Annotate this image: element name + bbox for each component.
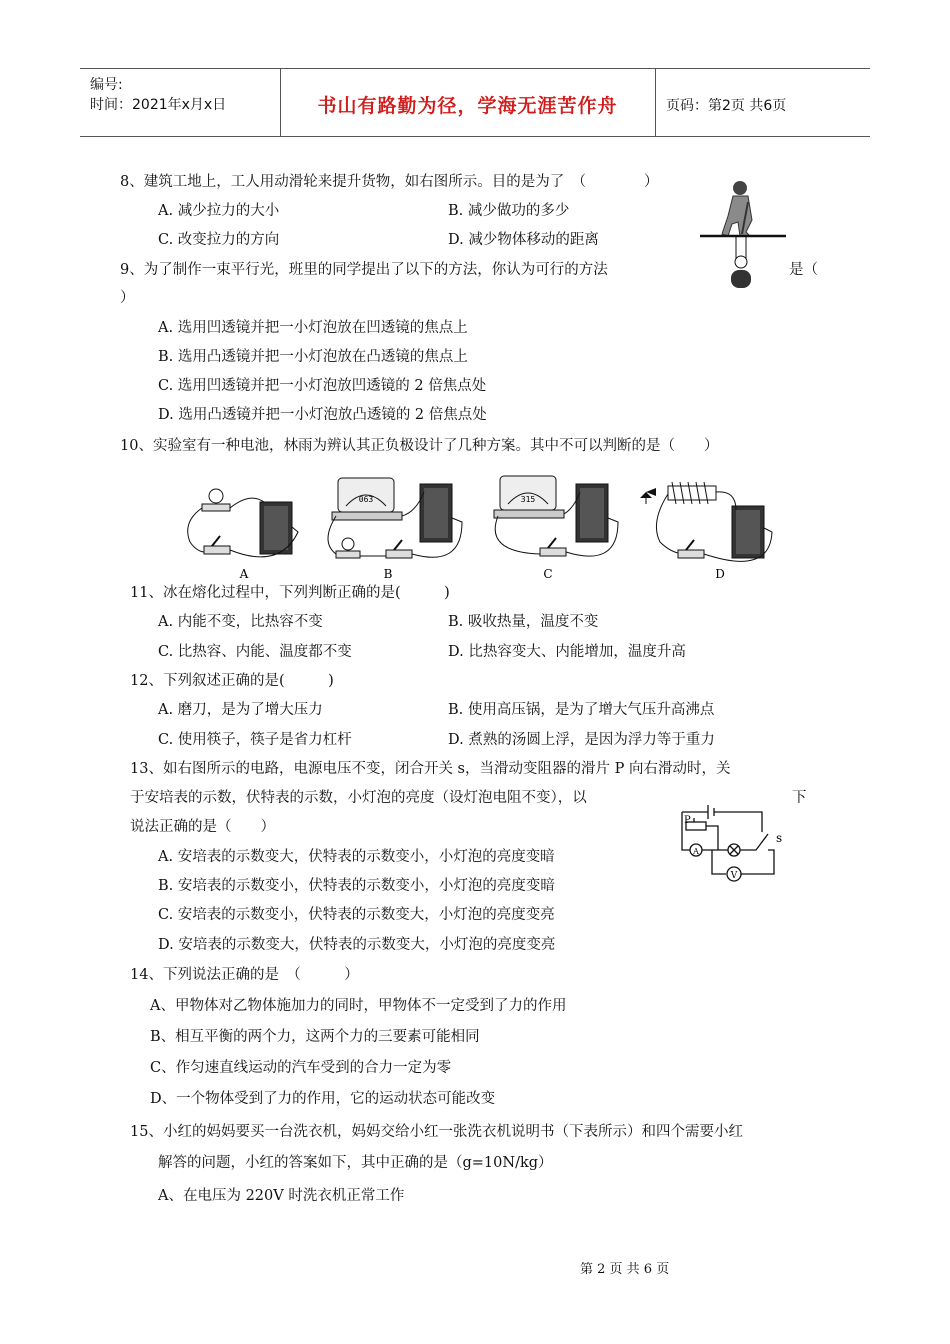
q13-line1: 13、如右图所示的电路，电源电压不变，闭合开关 s，当滑动变阻器的滑片 P 向右滑动时，关 — [130, 761, 731, 777]
q12-option-d: D. 煮熟的汤圆上浮，是因为浮力等于重力 — [448, 732, 715, 748]
page-header — [80, 68, 870, 137]
q12-option-c: C. 使用筷子，筷子是省力杠杆 — [158, 732, 352, 748]
voltmeter-label: V — [730, 871, 738, 881]
q13-option-c: C. 安培表的示数变小，伏特表的示数变大，小灯泡的亮度变亮 — [158, 907, 555, 923]
q9-stem-end: 是（ — [789, 262, 818, 278]
q9-stem-cont: ） — [120, 290, 135, 306]
circuit-a-label: A — [239, 567, 249, 581]
q12-stem: 12、下列叙述正确的是( ) — [130, 673, 334, 689]
q14-option-c: C、作匀速直线运动的汽车受到的合力一定为零 — [150, 1060, 452, 1076]
page-footer: 第 2 页 共 6 页 — [580, 1262, 670, 1277]
circuit-b — [328, 478, 462, 558]
q11-stem: 11、冰在熔化过程中，下列判断正确的是( ) — [130, 585, 450, 601]
q13-line2-end: 下 — [792, 790, 807, 806]
meter-c-scale: 315 — [520, 495, 536, 504]
q12-option-a: A. 磨刀，是为了增大压力 — [158, 702, 323, 718]
motto: 书山有路勤为径，学海无涯苦作舟 — [317, 95, 618, 117]
q11-option-c: C. 比热容、内能、温度都不变 — [158, 644, 352, 660]
meter-b-scale: 063 — [358, 495, 374, 504]
q11-option-d: D. 比热容变大、内能增加，温度升高 — [448, 644, 686, 660]
rheostat-p-label: P — [684, 815, 691, 826]
serial-label: 编号: — [90, 77, 123, 93]
q12-option-b: B. 使用高压锅，是为了增大气压升高沸点 — [448, 702, 715, 718]
header-left — [90, 75, 226, 115]
q8-option-d: D. 减少物体移动的距离 — [448, 232, 599, 248]
q13-line3: 说法正确的是（ ） — [130, 819, 275, 835]
q14-option-a: A、甲物体对乙物体施加力的同时，甲物体不一定受到了力的作用 — [150, 998, 567, 1014]
q14-option-b: B、相互平衡的两个力，这两个力的三要素可能相同 — [150, 1029, 480, 1045]
circuit-c — [494, 476, 618, 556]
q13-circuit-diagram — [672, 802, 792, 892]
q9-option-d: D. 选用凸透镜并把一小灯泡放凸透镜的 2 倍焦点处 — [158, 407, 487, 423]
q15-line1: 15、小红的妈妈要买一台洗衣机，妈妈交给小红一张洗衣机说明书（下表所示）和四个需要小红 — [130, 1124, 743, 1140]
q9-option-b: B. 选用凸透镜并把一小灯泡放在凸透镜的焦点上 — [158, 349, 468, 365]
q10-circuit-diagrams — [180, 472, 780, 582]
pulley-figure — [698, 176, 788, 292]
q15-option-a: A、在电压为 220V 时洗衣机正常工作 — [158, 1188, 405, 1204]
time-label: 时间：2021年x月x日 — [90, 97, 227, 113]
circuit-b-label: B — [383, 567, 393, 581]
q8-option-a: A. 减少拉力的大小 — [158, 203, 280, 219]
q11-option-a: A. 内能不变，比热容不变 — [158, 614, 323, 630]
q9-option-c: C. 选用凹透镜并把一小灯泡放凹透镜的 2 倍焦点处 — [158, 378, 487, 394]
q9-option-a: A. 选用凹透镜并把一小灯泡放在凹透镜的焦点上 — [158, 320, 468, 336]
q8-stem: 8、建筑工地上，工人用动滑轮来提升货物，如右图所示。目的是为了 （ ） — [120, 174, 659, 190]
q10-stem: 10、实验室有一种电池，林雨为辨认其正负极设计了几种方案。其中不可以判断的是（ ） — [120, 438, 719, 454]
q14-option-d: D、一个物体受到了力的作用，它的运动状态可能改变 — [150, 1091, 496, 1107]
q11-option-b: B. 吸收热量，温度不变 — [448, 614, 599, 630]
q13-option-b: B. 安培表的示数变小，伏特表的示数变小，小灯泡的亮度变暗 — [158, 878, 555, 894]
ammeter-label: A — [693, 847, 699, 856]
q8-option-b: B. 减少做功的多少 — [448, 203, 570, 219]
page-info: 页码：第2页 共6页 — [666, 98, 787, 114]
circuit-d-label: D — [715, 567, 725, 581]
circuit-a — [188, 489, 298, 557]
circuit-c-label: C — [543, 567, 553, 581]
q13-option-d: D. 安培表的示数变大，伏特表的示数变大，小灯泡的亮度变亮 — [158, 937, 556, 953]
q8-option-c: C. 改变拉力的方向 — [158, 232, 280, 248]
q15-line2: 解答的问题，小红的答案如下，其中正确的是（g=10N/kg） — [158, 1155, 553, 1171]
q13-line2: 于安培表的示数，伏特表的示数，小灯泡的亮度（设灯泡电阻不变），以 — [130, 790, 587, 806]
circuit-d — [640, 482, 772, 561]
switch-s-label: s — [776, 831, 783, 845]
q9-stem: 9、为了制作一束平行光，班里的同学提出了以下的方法，你认为可行的方法 — [120, 262, 608, 278]
q13-option-a: A. 安培表的示数变大，伏特表的示数变小，小灯泡的亮度变暗 — [158, 849, 555, 865]
header-divider — [655, 69, 656, 136]
q14-stem: 14、下列说法正确的是 （ ） — [130, 967, 359, 983]
